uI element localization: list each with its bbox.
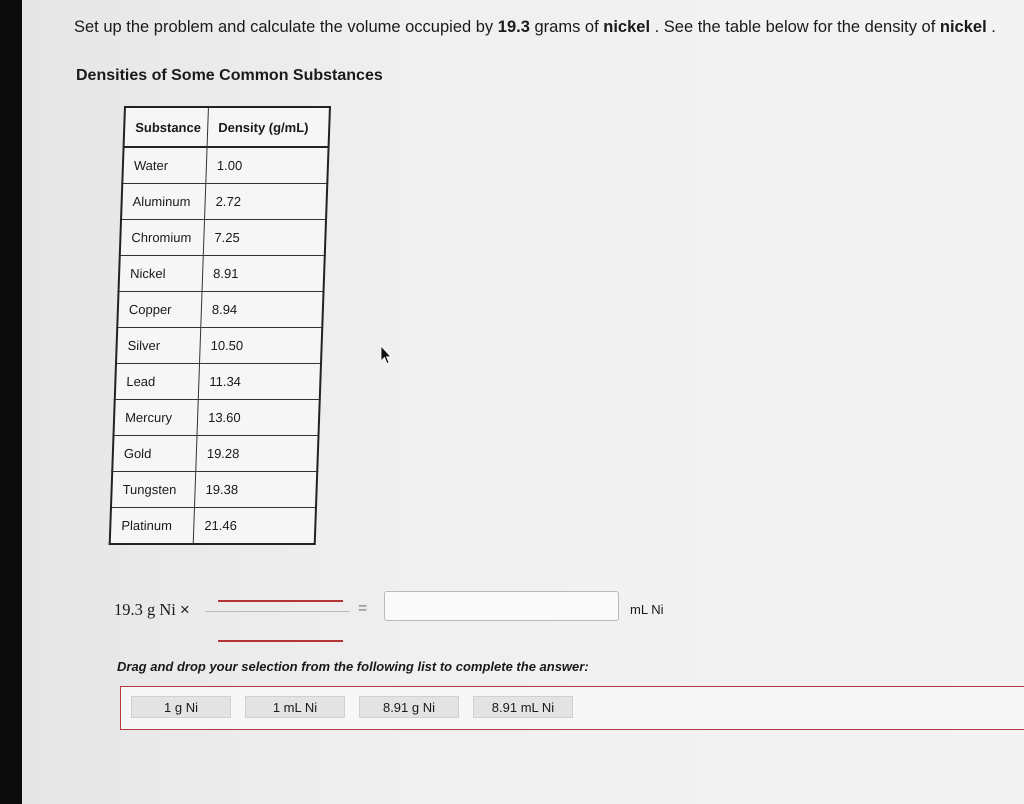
density-cell: 13.60 (197, 400, 320, 436)
density-cell: 8.91 (202, 256, 325, 292)
density-cell: 11.34 (198, 364, 321, 400)
table-row (117, 292, 323, 328)
question-mass: 19.3 (497, 18, 530, 36)
table-row (116, 328, 322, 364)
density-cell: 1.00 (206, 147, 329, 184)
density-cell: 2.72 (205, 184, 328, 220)
substance-cell: Platinum (110, 508, 195, 545)
table-title: Densities of Some Common Substances (76, 67, 383, 84)
equals-sign: = (358, 600, 368, 617)
table-row (112, 436, 318, 472)
numerator-drop-slot[interactable] (218, 600, 343, 602)
substance-cell: Lead (115, 364, 200, 400)
header-substance: Substance (124, 107, 209, 147)
substance-cell: Chromium (120, 220, 205, 256)
substance-cell: Silver (116, 328, 201, 364)
substance-cell: Aluminum (121, 184, 206, 220)
question-substance-2: nickel (939, 18, 987, 36)
density-cell: 19.28 (196, 436, 319, 472)
density-table (109, 106, 331, 545)
mouse-cursor-icon (380, 345, 392, 365)
table-row (113, 400, 319, 436)
equation-given: 19.3 g Ni × (114, 600, 190, 619)
substance-cell: Water (122, 147, 207, 184)
drag-option-8-91-g-ni[interactable]: 8.91 g Ni (359, 696, 459, 718)
table-row (122, 147, 328, 184)
times-sign: × (180, 601, 190, 619)
drag-option-1-g-ni[interactable]: 1 g Ni (131, 696, 231, 718)
density-cell: 19.38 (194, 472, 317, 508)
table-row (120, 220, 326, 256)
table-row (110, 508, 316, 545)
answer-unit: mL Ni (630, 602, 664, 617)
substance-cell: Copper (117, 292, 202, 328)
substance-cell: Nickel (119, 256, 204, 292)
question-text: Set up the problem and calculate the volume occupied by 19.3 grams of nickel . See the table below for the density of nickel . (74, 18, 996, 36)
header-density: Density (g/mL) (207, 107, 330, 147)
drag-option-8-91-ml-ni[interactable]: 8.91 mL Ni (473, 696, 573, 718)
drag-options-tray (120, 686, 1024, 730)
density-cell: 8.94 (201, 292, 324, 328)
answer-input[interactable] (384, 591, 619, 621)
density-cell: 21.46 (193, 508, 316, 545)
density-cell: 10.50 (200, 328, 323, 364)
drag-option-1-ml-ni[interactable]: 1 mL Ni (245, 696, 345, 718)
fraction-bar (205, 611, 350, 612)
question-substance: nickel (603, 18, 651, 36)
denominator-drop-slot[interactable] (218, 640, 343, 642)
table-row (115, 364, 321, 400)
substance-cell: Tungsten (111, 472, 196, 508)
drag-instructions: Drag and drop your selection from the following list to complete the answer: (117, 659, 589, 674)
substance-cell: Gold (112, 436, 197, 472)
table-header-row (124, 107, 330, 147)
substance-cell: Mercury (113, 400, 198, 436)
screen-edge (0, 0, 22, 804)
table-row (121, 184, 327, 220)
table-row (119, 256, 325, 292)
density-cell: 7.25 (203, 220, 326, 256)
table-row (111, 472, 317, 508)
